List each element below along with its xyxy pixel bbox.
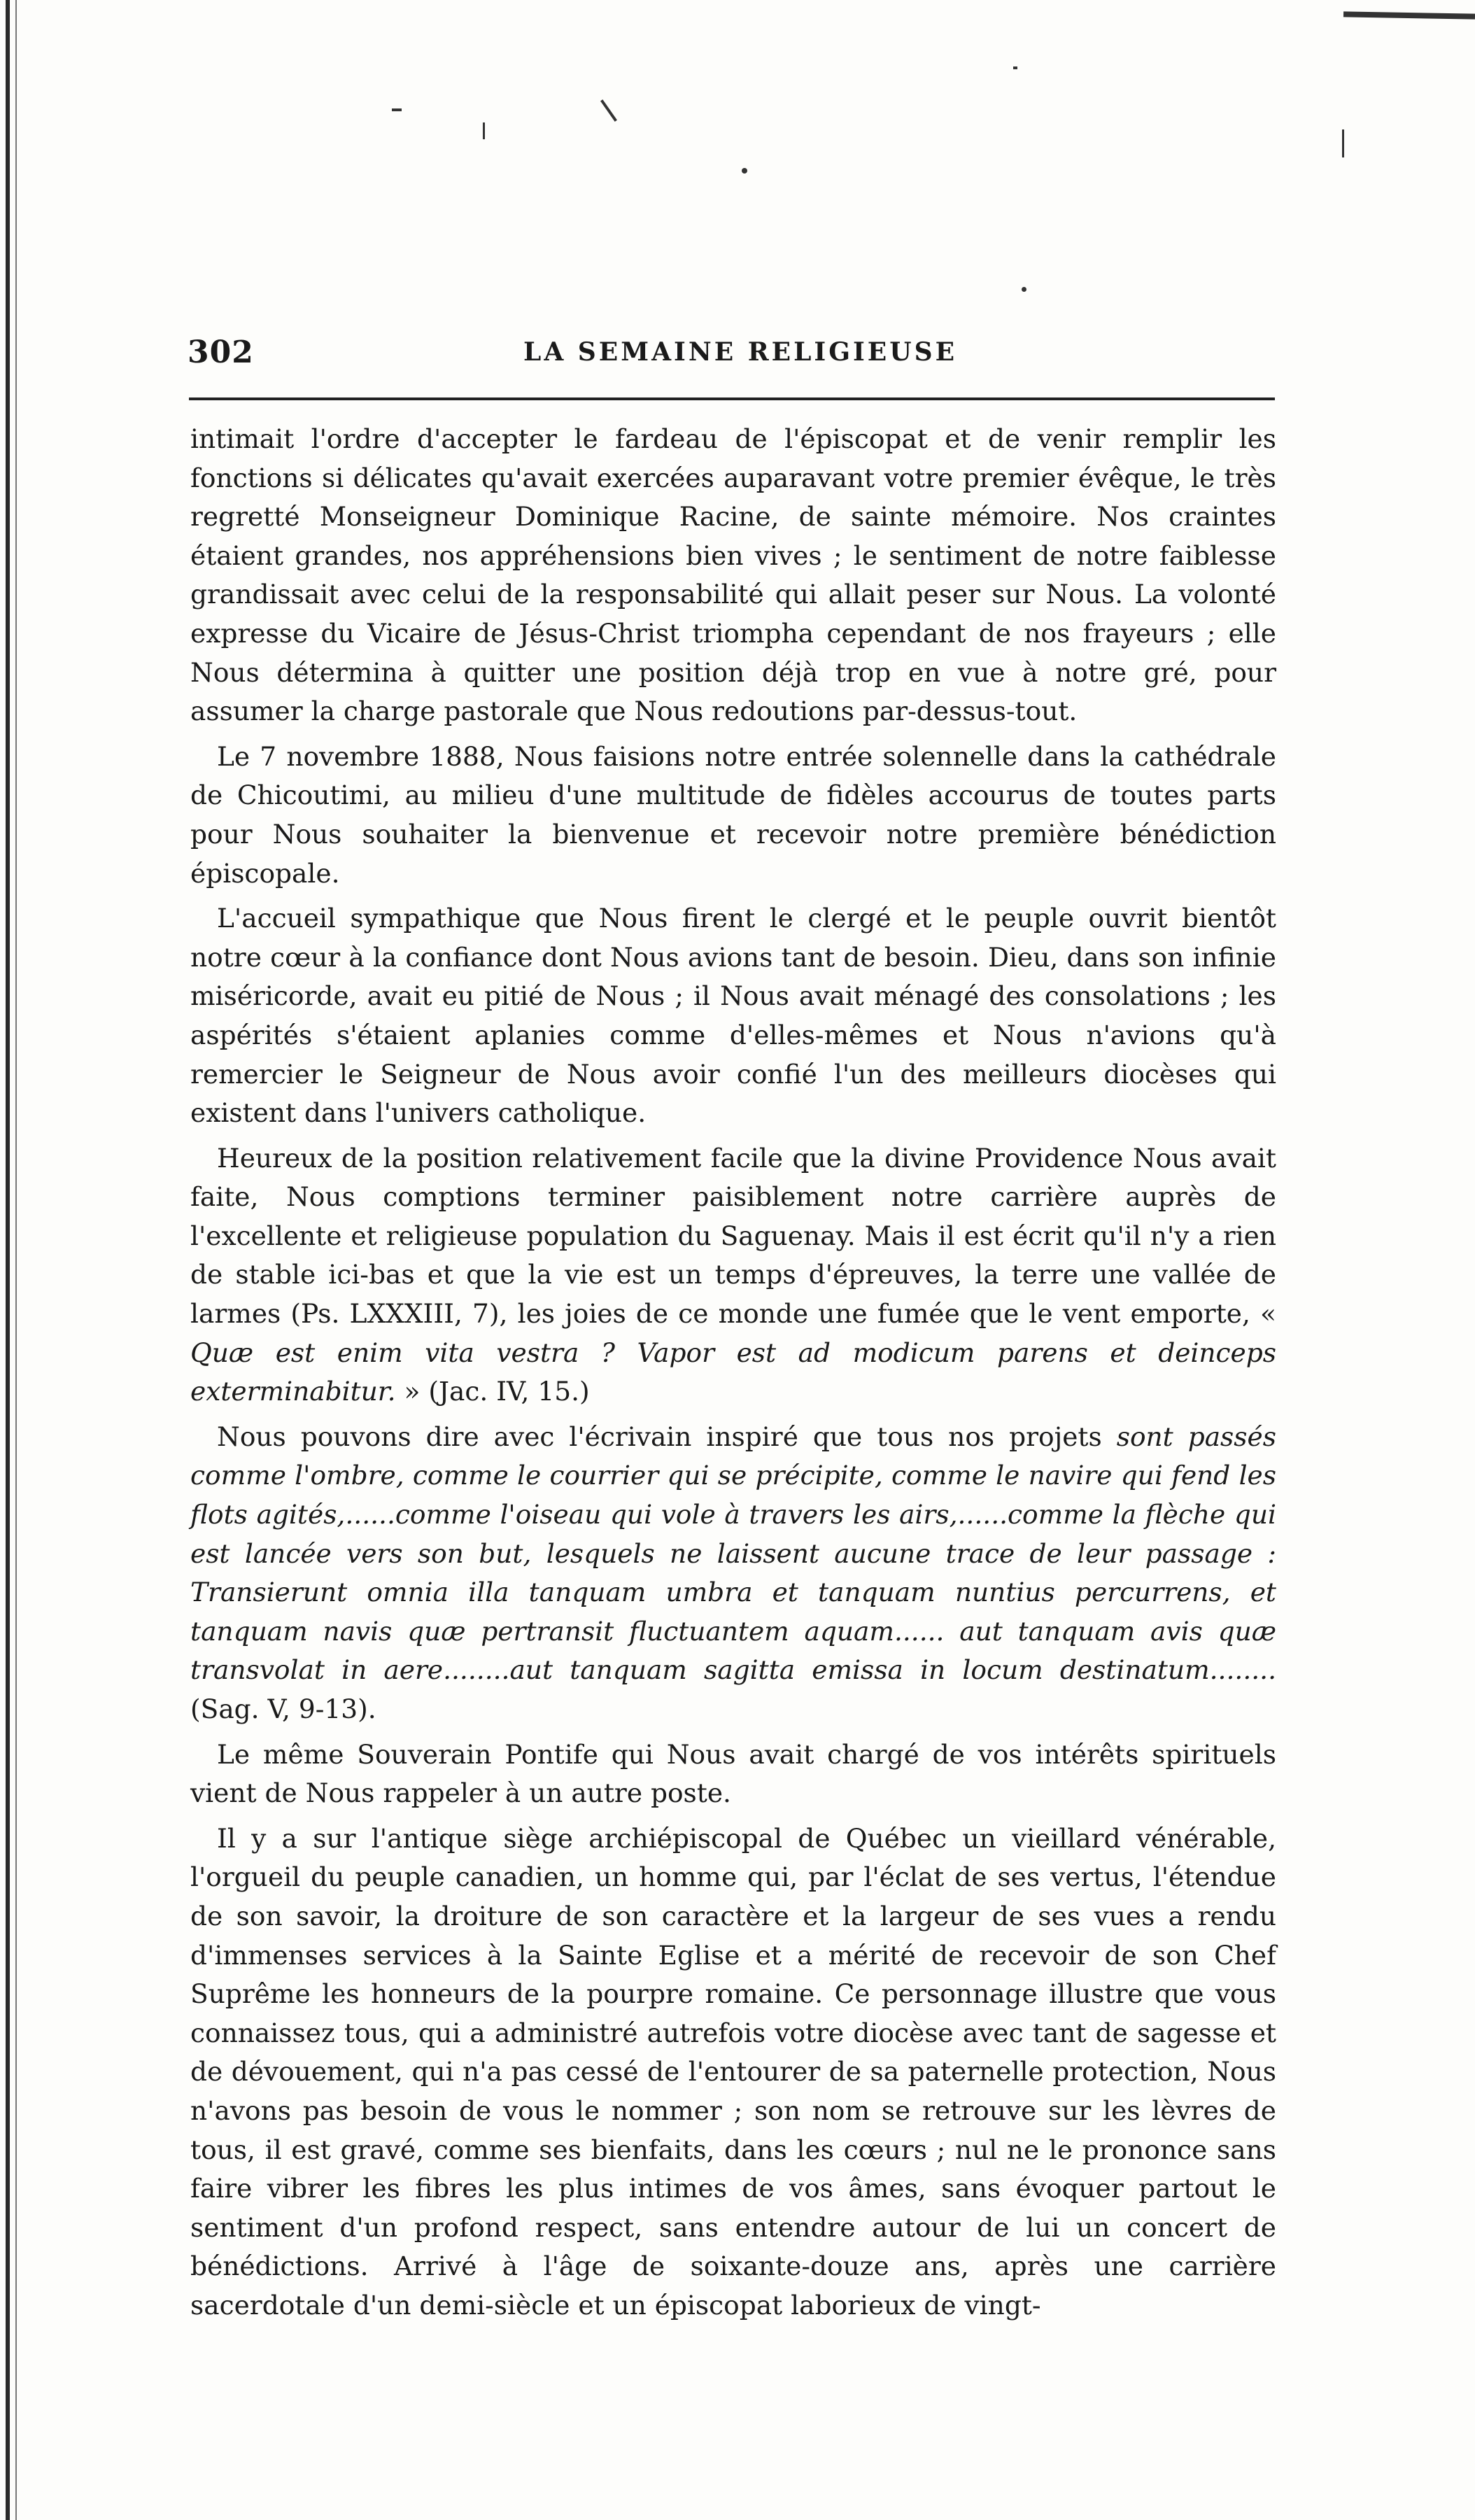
- page-binding-line: [15, 0, 17, 2520]
- scan-speck: [742, 168, 747, 174]
- paragraph: [190, 1418, 1276, 1729]
- scan-speck: [1342, 129, 1344, 157]
- paragraph: Le 7 novembre 1888, Nous faisions notre entrée solennelle dans la cathédrale de Chicoutimi, au milieu d'une multitude de fidèles accourus de toutes parts pour Nous souhaiter la bienvenue et recevoir notre première bénédiction épiscopale.: [190, 740, 1276, 889]
- scan-speck: [483, 122, 485, 139]
- paragraph-text: Nous pouvons dire avec l'écrivain inspiré que tous nos projets: [217, 1421, 1117, 1452]
- scan-speck: [600, 99, 617, 122]
- citation: (Sag. V, 9-13).: [190, 1694, 376, 1724]
- scan-speck: [1022, 287, 1026, 292]
- scan-speck: [392, 108, 402, 111]
- page-header: [188, 335, 1279, 383]
- scripture-quotation: sont passés comme l'ombre, comme le courrier qui se précipite, comme le navire qui fend les flots agités,......comme l'oiseau qui vole à travers les airs,......comme la flèche qui est lancée vers son but, lesquels ne laissent aucune trace de leur passage : Transierunt omnia illa tanquam umbra et tanquam nuntius percurrens, et tanquam navis quæ pertransit fluctuantem aquam...... aut tanquam avis quæ transvolat in aere........aut tanquam sagitta emissa in locum destinatum........: [190, 1421, 1276, 1686]
- scan-speck: [1013, 66, 1017, 69]
- paragraph-text: Heureux de la position relativement facile que la divine Providence Nous avait faite, Nous comptions terminer paisiblement notre carrière auprès de l'excellente et religieuse population du Saguenay. Mais il est écrit qu'il n'y a rien de stable ici-bas et que la vie est un temps d'épreuves, la terre une vallée de larmes (Ps. LXXXIII, 7), les joies de ce monde une fumée que le vent emporte, «: [190, 1142, 1276, 1330]
- citation: » (Jac. IV, 15.): [395, 1376, 590, 1407]
- scan-artifact-mark: [1343, 11, 1475, 19]
- running-title: LA SEMAINE RELIGIEUSE: [523, 337, 958, 367]
- paragraph: L'accueil sympathique que Nous firent le clergé et le peuple ouvrit bientôt notre cœur à la confiance dont Nous avions tant de besoin. Dieu, dans son infinie miséricorde, avait eu pitié de Nous ; il Nous avait ménagé des consolations ; les aspérités s'étaient aplanies comme d'elles-mêmes et Nous n'avions qu'à remercier le Seigneur de Nous avoir confié l'un des meilleurs diocèses qui existent dans l'univers catholique.: [190, 903, 1276, 1129]
- paragraph: [190, 1139, 1276, 1412]
- paragraph: Le même Souverain Pontife qui Nous avait chargé de vos intérêts spirituels vient de Nous rappeler à un autre poste.: [190, 1738, 1276, 1809]
- header-rule: [189, 397, 1275, 400]
- page-binding-edge: [6, 0, 10, 2520]
- paragraph: Il y a sur l'antique siège archiépiscopal de Québec un vieillard vénérable, l'orgueil du peuple canadien, un homme qui, par l'éclat de ses vertus, l'étendue de son savoir, la droiture de son caractère et la largeur de ses vues a rendu d'immenses services à la Sainte Eglise et a mérité de recevoir de son Chef Suprême les honneurs de la pourpre romaine. Ce personnage illustre que vous connaissez tous, qui a administré autrefois votre diocèse avec tant de sagesse et de dévouement, qui n'a pas cessé de l'entourer de sa paternelle protection, Nous n'avons pas besoin de vous le nommer ; son nom se retrouve sur les lèvres de tous, il est gravé, comme ses bienfaits, dans les cœurs ; nul ne le prononce sans faire vibrer les fibres les plus intimes de vos âmes, sans évoquer partout le sentiment d'un profond respect, sans entendre autour de lui un concert de bénédictions. Arrivé à l'âge de soixante-douze ans, après une carrière sacerdotale d'un demi-siècle et un épiscopat laborieux de vingt-: [190, 1822, 1276, 2321]
- body-text: [190, 420, 1276, 2325]
- page-number: 302: [188, 335, 254, 370]
- paragraph: intimait l'ordre d'accepter le fardeau de l'épiscopat et de venir remplir les fonctions si délicates qu'avait exercées auparavant votre premier évêque, le très regretté Monseigneur Dominique Racine, de sainte mémoire. Nos craintes étaient grandes, nos appréhensions bien vives ; le sentiment de notre faiblesse grandissait avec celui de la responsabilité qui allait peser sur Nous. La volonté expresse du Vicaire de Jésus-Christ triompha cependant de nos frayeurs ; elle Nous détermina à quitter une position déjà trop en vue à notre gré, pour assumer la charge pastorale que Nous redoutions par-dessus-tout.: [190, 423, 1276, 727]
- latin-quotation: Quæ est enim vita vestra ? Vapor est ad modicum parens et deinceps exterminabitur.: [190, 1337, 1276, 1407]
